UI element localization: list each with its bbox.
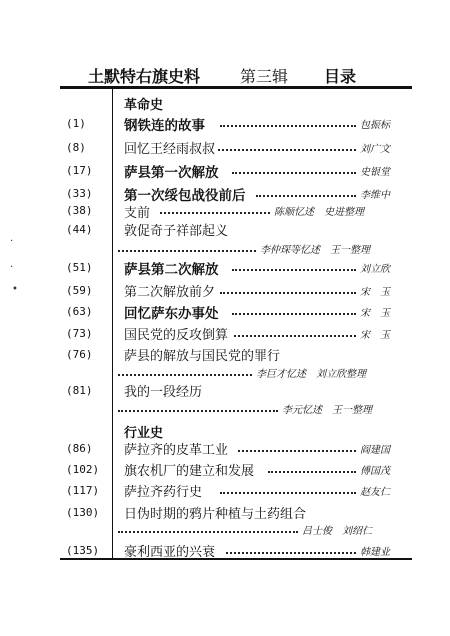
entry-page-number: (1) — [66, 117, 86, 130]
leader-dots — [220, 292, 356, 294]
section-heading: 行业史 — [124, 426, 164, 441]
leader-dots — [232, 172, 356, 174]
entry-author: 史银堂 — [360, 167, 390, 178]
margin-mark: · — [10, 236, 14, 247]
leader-dots — [118, 410, 278, 412]
entry-title: 支前 — [124, 206, 151, 221]
entry-page-number: (38) — [66, 204, 93, 217]
entry-title: 国民党的反攻倒算 — [124, 328, 229, 343]
leader-dots — [232, 313, 356, 315]
margin-mark: • — [12, 284, 18, 295]
entry-page-number: (117) — [66, 484, 100, 497]
entry-author: 李仲琛等忆述 王一整理 — [260, 245, 370, 256]
leader-dots — [238, 450, 356, 452]
leader-dots — [268, 471, 356, 473]
leader-dots — [218, 149, 356, 151]
entry-author: 宋 玉 — [360, 330, 390, 341]
entry-author: 韩建业 — [360, 547, 390, 558]
entry-author: 陈顺忆述 史进整理 — [274, 207, 364, 218]
entry-author: 吕士俊 刘绍仁 — [302, 526, 372, 537]
leader-dots — [220, 125, 356, 127]
entry-page-number: (73) — [66, 327, 93, 340]
leader-dots — [118, 374, 252, 376]
entry-title: 豪利西亚的兴衰 — [124, 545, 216, 560]
entry-page-number: (44) — [66, 223, 93, 236]
entry-page-number: (102) — [66, 463, 100, 476]
entry-author: 刘广文 — [360, 144, 390, 155]
leader-dots — [160, 212, 270, 214]
entry-page-number: (81) — [66, 384, 93, 397]
entry-title: 萨县第一次解放 — [124, 165, 219, 181]
entry-page-number: (33) — [66, 187, 93, 200]
series-title: 土默特右旗史料 — [88, 67, 201, 86]
entry-author: 李巨才忆述 刘立欣整理 — [256, 369, 366, 380]
entry-title: 旗农机厂的建立和发展 — [124, 464, 255, 479]
entry-page-number: (63) — [66, 305, 93, 318]
entry-page-number: (59) — [66, 284, 93, 297]
entry-title: 萨县第二次解放 — [124, 262, 219, 278]
bottom-rule — [60, 558, 412, 560]
entry-page-number: (51) — [66, 261, 93, 274]
entry-author: 李维中 — [360, 190, 390, 201]
entry-title: 敦促奇子祥部起义 — [124, 224, 229, 239]
leader-dots — [232, 269, 356, 271]
section-heading: 革命史 — [124, 98, 164, 113]
entry-author: 宋 玉 — [360, 287, 390, 298]
entry-title: 萨县的解放与国民党的罪行 — [124, 349, 281, 364]
entry-page-number: (76) — [66, 348, 93, 361]
entry-title: 第一次绥包战役前后 — [124, 188, 246, 204]
entry-author: 包振标 — [360, 120, 390, 131]
entry-title: 钢铁连的故事 — [124, 118, 205, 134]
entry-author: 阎建国 — [360, 445, 390, 456]
entry-author: 傅国茂 — [360, 466, 390, 477]
entry-page-number: (135) — [66, 544, 100, 557]
page-header — [88, 64, 388, 86]
margin-mark: · — [10, 262, 14, 273]
leader-dots — [118, 531, 298, 533]
leader-dots — [220, 492, 356, 494]
entry-page-number: (8) — [66, 141, 86, 154]
entry-title: 日伪时期的鸦片种植与土药组合 — [124, 507, 307, 522]
leader-dots — [256, 195, 356, 197]
page-number-divider — [112, 89, 113, 558]
entry-page-number: (130) — [66, 506, 100, 519]
entry-author: 李元忆述 王一整理 — [282, 405, 372, 416]
volume-label: 第三辑 — [240, 67, 289, 86]
leader-dots — [234, 335, 356, 337]
entry-title: 回忆王经雨叔叔 — [124, 142, 216, 157]
toc-label: 目录 — [324, 67, 357, 86]
entry-page-number: (86) — [66, 442, 93, 455]
entry-title: 回忆萨东办事处 — [124, 306, 219, 322]
leader-dots — [118, 250, 256, 252]
entry-page-number: (17) — [66, 164, 93, 177]
entry-title: 第二次解放前夕 — [124, 285, 216, 300]
entry-title: 萨拉齐的皮革工业 — [124, 443, 229, 458]
entry-author: 赵友仁 — [360, 487, 390, 498]
entry-title: 萨拉齐药行史 — [124, 485, 203, 500]
entry-author: 宋 玉 — [360, 308, 390, 319]
entry-author: 刘立欣 — [360, 264, 390, 275]
leader-dots — [226, 552, 356, 554]
entry-title: 我的一段经历 — [124, 385, 203, 400]
